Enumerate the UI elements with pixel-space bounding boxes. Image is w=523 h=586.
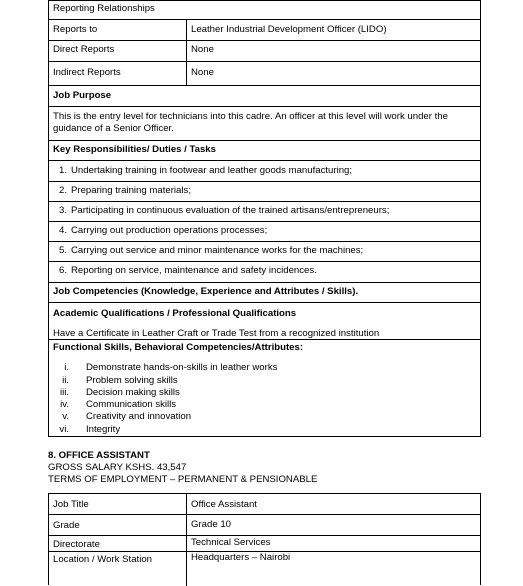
job-purpose-text-row: [49, 107, 480, 141]
grade-label: Grade: [49, 515, 187, 535]
reporting-header: Reporting Relationships: [53, 3, 155, 14]
terms-of-employment: TERMS OF EMPLOYMENT – PERMANENT & PENSIONABLE: [48, 474, 318, 485]
indirect-reports-value: None: [191, 67, 214, 78]
functional-header: Functional Skills, Behavioral Competencies/Attributes:: [53, 342, 304, 353]
job-purpose-header-row: [49, 86, 480, 107]
office-assistant-table: [48, 493, 481, 585]
direct-reports-value: None: [191, 44, 214, 55]
location-row: [49, 552, 480, 586]
job-purpose-text: This is the entry level for technicians into this cadre. An officer at this level will work under the guidance of a Senior Officer.: [53, 111, 448, 134]
responsibility-item: 5. Carrying out service and minor maintenance works for the machines;: [58, 245, 364, 256]
job-title-row: [49, 494, 480, 515]
job-title-value: Office Assistant: [191, 499, 257, 510]
responsibilities-header-row: [49, 141, 480, 161]
location-label: Location / Work Station: [49, 552, 187, 586]
location-value: Headquarters – Nairobi: [191, 552, 291, 563]
gross-salary: GROSS SALARY KSHS. 43,547: [48, 462, 187, 473]
functional-divider: [48, 339, 481, 340]
indirect-reports-row: [49, 62, 480, 86]
reporting-header-row: [49, 1, 480, 20]
competencies-header: Job Competencies (Knowledge, Experience and Attributes / Skills).: [53, 286, 359, 297]
job-title-label: Job Title: [49, 494, 187, 514]
directorate-label: Directorate: [49, 536, 187, 551]
responsibility-row: [49, 242, 480, 262]
academic-block: Academic Qualifications / Professional Qualifications Have a Certificate in Leather Craft or Trade Test from a recognized institution Functional Skills, Behavioral Competencies/Attributes: i. Demonstrate hands-on-skills in leather works ii. Problem solving skills iii. Decision making skills iv. Communication skills v. Creativity and innovation vi. Integrity: [53, 308, 380, 435]
responsibility-item: 3. Participating in continuous evaluation of the trained artisans/entrepreneurs;: [58, 205, 390, 216]
reports-to-value: Leather Industrial Development Officer (LIDO): [191, 24, 387, 35]
grade-row: [49, 515, 480, 536]
academic-text: Have a Certificate in Leather Craft or Trade Test from a recognized institution: [53, 328, 380, 339]
responsibility-row: [49, 262, 480, 283]
responsibility-item: 1. Undertaking training in footwear and leather goods manufacturing;: [58, 165, 353, 176]
responsibility-row: [49, 161, 480, 182]
grade-value: Grade 10: [191, 519, 232, 530]
direct-reports-label: Direct Reports: [49, 41, 187, 61]
indirect-reports-label: Indirect Reports: [49, 62, 187, 85]
directorate-value: Technical Services: [191, 537, 271, 548]
direct-reports-row: [49, 41, 480, 62]
job-spec-table: [48, 0, 481, 437]
responsibility-item: 6. Reporting on service, maintenance and safety incidences.: [58, 265, 317, 276]
job-purpose-header: Job Purpose: [53, 90, 112, 101]
academic-header: Academic Qualifications / Professional Qualifications: [53, 308, 297, 319]
responsibility-item: 4. Carrying out production operations processes;: [58, 225, 268, 236]
responsibility-row: [49, 222, 480, 242]
section-8-title: 8. OFFICE ASSISTANT: [48, 450, 150, 461]
responsibilities-header: Key Responsibilities/ Duties / Tasks: [53, 144, 216, 155]
competencies-header-row: [49, 283, 480, 303]
responsibility-row: [49, 182, 480, 202]
responsibility-item: 2. Preparing training materials;: [58, 185, 191, 196]
reports-to-row: [49, 20, 480, 41]
reports-to-label: Reports to: [49, 20, 187, 40]
responsibility-row: [49, 202, 480, 222]
directorate-row: [49, 536, 480, 552]
